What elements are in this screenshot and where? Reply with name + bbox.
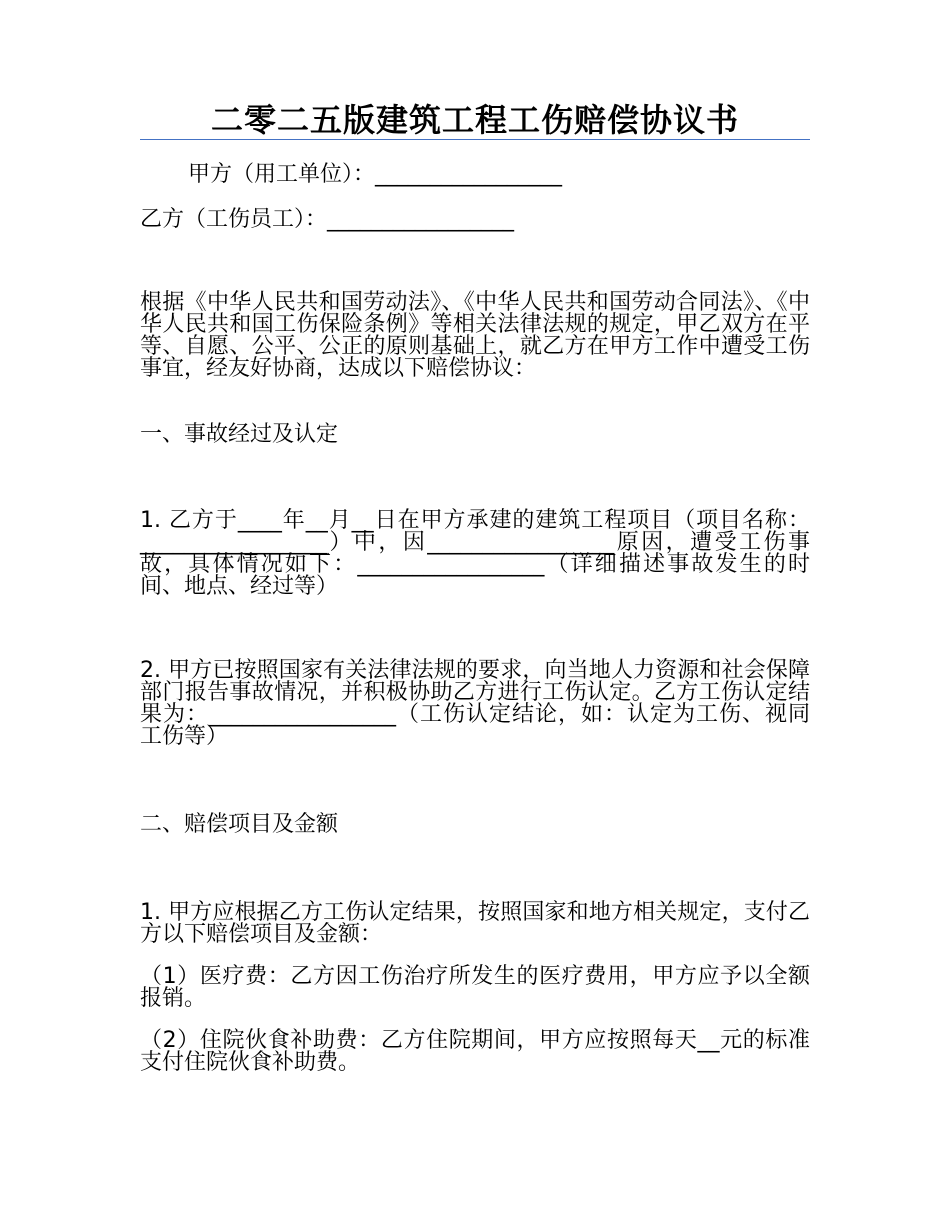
section-heading-accident: 一、事故经过及认定	[140, 422, 339, 447]
section-heading-compensation: 二、赔偿项目及金额	[140, 812, 339, 837]
clause-meal-allowance: （2）住院伙食补助费：乙方住院期间，甲方应按照每天__元的标准支付住院伙食补助费。	[140, 1028, 810, 1075]
document-title: 二零二五版建筑工程工伤赔偿协议书	[210, 101, 739, 139]
preamble-paragraph: 根据《中华人民共和国劳动法》、《中华人民共和国劳动合同法》、《中华人民共和国工伤保险条例》等相关法律法规的规定，甲乙双方在平等、自愿、公平、公正的原则基础上，就乙方在甲方工作中遭受工伤事宜，经友好协商，达成以下赔偿协议：	[140, 290, 810, 381]
clause-compensation-items: 1. 甲方应根据乙方工伤认定结果，按照国家和地方相关规定，支付乙方以下赔偿项目及金额：	[140, 900, 810, 947]
title-underline	[140, 139, 810, 140]
party-a-line: 甲方（用工单位）：_________________	[188, 162, 563, 187]
party-b-line: 乙方（工伤员工）：_________________	[140, 207, 515, 232]
clause-injury-recognition: 2. 甲方已按照国家有关法律法规的要求，向当地人力资源和社会保障部门报告事故情况，并积极协助乙方进行工伤认定。乙方工伤认定结果为：_________________（工伤认定结论，如：认定为工伤、视同工伤等）	[140, 658, 810, 749]
clause-accident-details: 1. 乙方于____年__月__日在甲方承建的建筑工程项目（项目名称：_________________）中，因_________________原因，遭受工伤事故，具体情况如下：_________________（详细描述事故发生的时间、地点、经过等）	[140, 508, 810, 599]
clause-medical-expenses: （1）医疗费：乙方因工伤治疗所发生的医疗费用，甲方应予以全额报销。	[140, 964, 810, 1011]
